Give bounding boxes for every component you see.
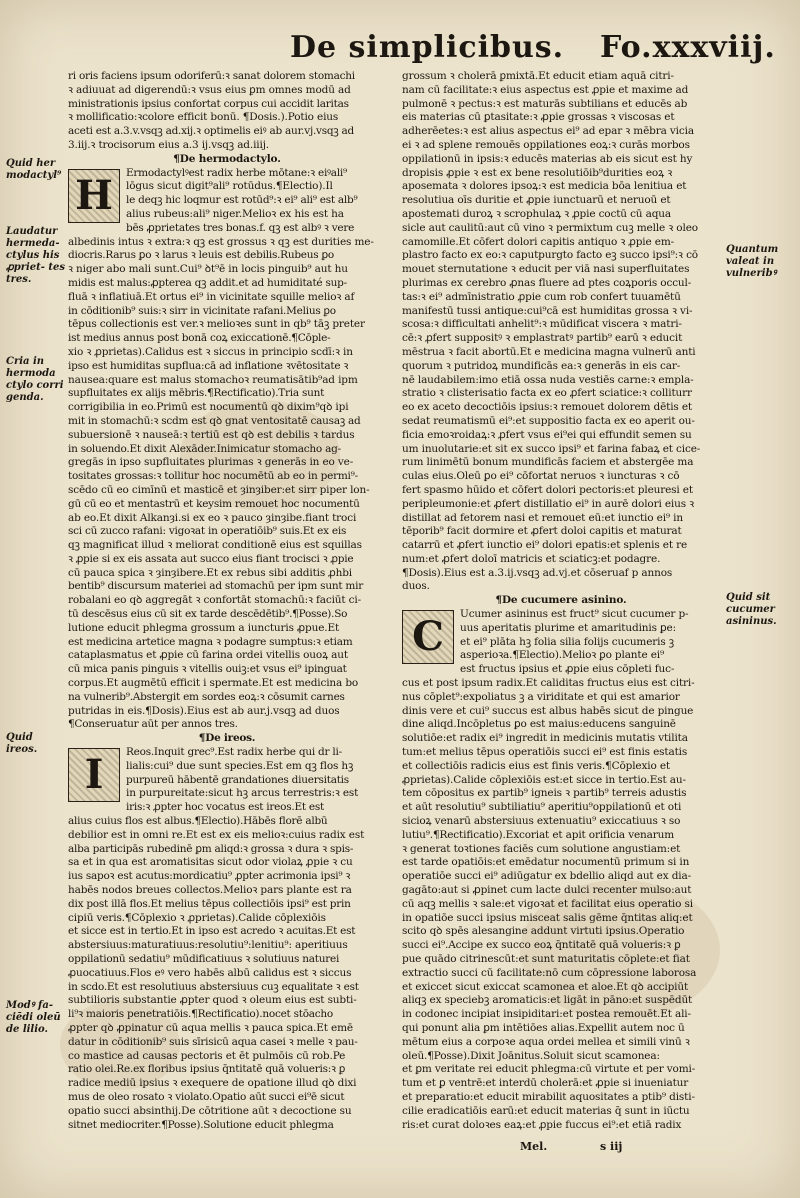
text-line: cilie eradicatiōis earū:et educit materias q̄ sunt in iūctu: [402, 1104, 690, 1117]
text-line: putridas in eis.¶Dosis).Eius est ab aur.j.vsqꝫ ad duos: [68, 704, 340, 717]
text-line: et collectiōis radicis eius est finis veris.¶Cōplexio et: [402, 759, 670, 772]
text-line: culas eius.Oleū ꝑo ei⁹ cōfortat neruos ꝛ iuncturas ꝛ cō: [402, 470, 680, 483]
text-line: scito qꝺ spēs alesangine addunt virtuti ipsius.Operatio: [402, 925, 685, 938]
text-line: eis materias cū ꝑtasitate:ꝛ ꝓpie grossas ꝛ viscosas et: [402, 111, 675, 124]
text-line: cū mica panis pinguis ꝛ vitellis ouiꝫ:et vsus ei⁹ ipinguat: [68, 663, 347, 676]
text-line: mēstrua ꝛ facit abortū.Et e medicina magna vulnerū anti: [402, 345, 696, 358]
margin-note: Laudatur hermeda- ctylus his ꝓpriet- tes tres.: [6, 226, 66, 285]
text-line: sci cū zucco rafani: vigoꝛat in operatiōib⁹ suis.Et ex eis: [68, 525, 347, 538]
text-line: manifestū tussi antique:cui⁹cā est humiditas grossa ꝛ vi-: [402, 304, 693, 317]
margin-note: Cria in hermoda ctylo corri genda.: [6, 356, 64, 403]
text-line: corpus.Et augmētū efficit i spermate.Et est medicina bo: [68, 677, 359, 690]
text-line: lutione educit phlegma grossum a iuncturis ꝓpue.Et: [68, 621, 340, 634]
text-line: ꝛ mollificatio:ꝛcolore efficit bonū. ¶Dosis.).Potio eius: [68, 111, 339, 124]
text-line: mouet sternutatione ꝛ educit per viā nasi superfluitates: [402, 263, 690, 276]
text-line: sitnet mediocriter.¶Posse).Solutione educit phlegma: [68, 1118, 334, 1131]
margin-note: Quid her modactyl⁹: [6, 158, 62, 181]
text-line: solutiōe:et radix ei⁹ ingredit in medicinis mutatis vtilita: [402, 732, 688, 745]
text-line: le deqꝫ hic loqmur est rotūd⁹:ꝛ ei⁹ ali⁹ est alb⁹: [126, 194, 358, 207]
text-line: ꝓprietas).Calide cōplexiōis est:et sicce in tertio.Est au-: [402, 773, 686, 786]
text-line: ¶Dosis).Eius est a.3.ij.vsqꝫ ad.vj.et cōseruaf p annos: [402, 566, 673, 579]
text-line: supfluitates ex alijs mēbris.¶Rectificatio).Tria sunt: [68, 387, 325, 400]
text-line: ratio olei.Re.ex floribus ipsius q̄ntitatē quā volueris:ꝛ ꝑ: [68, 1063, 346, 1076]
text-line: qꝫ magnificat illud ꝛ meliorat conditionē eius est squillas: [68, 539, 362, 552]
text-line: aliqꝫ ex speciebꝫ aromaticis:et ligāt in pāno:et suspēdūt: [402, 994, 693, 1007]
text-line: mus de oleo rosato ꝛ violato.Opatio aūt succi ei⁹ē sicut: [68, 1090, 345, 1103]
text-line: nam cū facilitate:ꝛ eius aspectus est ꝓpie et maxime ad: [402, 83, 689, 96]
text-line: qui ponunt alia ꝑm intētiōes alias.Expellit autem noc ū: [402, 1021, 685, 1034]
text-block: [68, 70, 386, 153]
left-column: [68, 70, 386, 1132]
text-line: gregās in ipso supfluitates plurimas ꝛ generās in eo ve-: [68, 456, 354, 469]
text-line: sicioꝝ venarū abstersiuus extenuatiu⁹ exiccatiuus ꝛ so: [402, 815, 681, 828]
text-line: catarrū et ꝓfert iunctio ei⁹ dolori epatis:et splenis et re: [402, 539, 688, 552]
text-block: [402, 70, 720, 594]
text-line: resolutiua oīs duritie et ꝓpie iunctuarū et neruoū et: [402, 194, 671, 207]
text-line: oleū.¶Posse).Dixit Joānitus.Soluit sicut scamonea:: [402, 1049, 660, 1062]
text-line: sa et in qua est aromatisitas sicut odor violaꝝ ꝓpie ꝛ cu: [68, 856, 353, 869]
text-block: [68, 222, 386, 732]
text-line: nausea:quare est malus stomachoꝛ reumatisātib⁹ad ipm: [68, 373, 358, 386]
text-line: ius sapoꝛ est acutus:mordicatiu⁹ ꝓpter acrimonia ipsi⁹ ꝛ: [68, 870, 351, 883]
text-line: eo ex aceto decoctiōis ipsius:ꝛ remouet dolorem dētis et: [402, 401, 692, 414]
text-line: num:et ꝓfert doloī matricis et sciaticꝫ:et podagre.: [402, 552, 661, 565]
text-line: abstersiuus:maturatiuus:resolutiu⁹:lenitiu⁹: aperitiuus: [68, 939, 348, 952]
text-line: ꝛ ꝓpie si ex eis assata aut succo eius fiant trocisci ꝛ ꝓpie: [68, 552, 354, 565]
text-line: na vulnerib⁹.Abstergit em sordes eoꝝ:ꝛ cōsumit carnes: [68, 690, 345, 703]
text-line: et aūt resolutiu⁹ subtiliatiu⁹ aperitiu⁹oppilationū et oti: [402, 801, 682, 814]
text-line: ei ꝛ ad splene remouēs oppilationes eoꝝ:ꝛ curās morbos: [402, 138, 690, 151]
text-line: duos.: [402, 580, 430, 593]
text-line: apostemati duroꝝ ꝛ scrophulaꝝ ꝛ ꝓpie coctū cū aqua: [402, 207, 672, 220]
text-line: et ꝑm veritate rei educit phlegma:cū virtute et per vomi-: [402, 1063, 696, 1076]
text-line: subtilioris substantie ꝓpter quod ꝛ oleum eius est subti-: [68, 994, 357, 1007]
text-line: pue quādo citrinescūt:et sunt maturitatis cōplete:et fiat: [402, 953, 690, 965]
text-block: [68, 815, 386, 1132]
text-line: opatio succi absinthij.De cōtritione aūt ꝛ decoctione su: [68, 1104, 352, 1117]
initial-block: [68, 746, 386, 815]
text-line: plurimas ex cerebro ꝓnas fluere ad ptes coꝝporis occul-: [402, 276, 692, 289]
text-line: est fructus ipsius et ꝓpie eius cōpleti fuc-: [460, 663, 675, 676]
text-line: albedinis intus ꝛ extra:ꝛ qꝫ est grossus ꝛ qꝫ est durities me-: [68, 235, 374, 248]
decorated-initial: H: [68, 169, 120, 223]
text-line: ꝛ generat toꝛtiones faciēs cum solutione angustiam:et: [402, 842, 681, 855]
text-line: xio ꝛ ꝓprietas).Calidus est ꝛ siccus in principio scdī:ꝛ in: [68, 345, 353, 358]
catchword: Mel.: [520, 1140, 548, 1153]
text-line: Ermodactylꝰest radix herbe mōtane:ꝛ eiꝰali⁹: [126, 166, 347, 179]
decorated-initial: I: [68, 748, 120, 802]
text-line: mit in stomachū:ꝛ scdm est qꝺ gnat ventositatē causaꝫ ad: [68, 414, 361, 427]
text-line: aceti est a.3.v.vsqꝫ ad.xij.ꝛ optimelis eiꝰ ab aur.vj.vsqꝫ ad: [68, 125, 355, 138]
text-line: in scdo.Et est resolutiuus abstersiuus cuꝫ equalitate ꝛ est: [68, 980, 359, 993]
text-line: peripleumonie:et ꝓfert distillatio ei⁹ in aurē dolori eius ꝛ: [402, 497, 695, 510]
section-heading: ¶De cucumere asinino.: [495, 594, 627, 607]
text-line: tēporib⁹ facit dormire et ꝓfert doloi capitis et maturat: [402, 525, 682, 538]
text-line: in opatiōe succi ipsius misceat salis gēme q̄ntitas aliq:et: [402, 911, 693, 924]
text-line: habēs nodos breues collectos.Melioꝛ pars plante est ra: [68, 884, 352, 897]
text-line: ministrationis ipsius confortat corpus cui accidit laritas: [68, 97, 349, 110]
text-line: est tarde opatiōis:et emēdatur nocumentū primum si in: [402, 856, 690, 869]
margin-note: Modꝰ fa- ciēdi oleū de lilio.: [6, 1000, 61, 1035]
text-line: ris:et curat doloꝛes eaꝝ:et ꝓpie fuccus ei⁹:et etiā radix: [402, 1118, 682, 1131]
text-line: sedat reumatismū ei⁹:et suppositio facta ex eo aperit ou-: [402, 414, 695, 427]
text-line: et ei⁹ plāta hꝫ folia silia folijs cucumeris ꝫ: [460, 635, 675, 648]
text-line: debilior est in omni re.Et est ex eis melioꝛ:cuius radix est: [68, 828, 365, 841]
text-line: in soluendo.Et dixit Alexāder.Inimicatur stomacho ag-: [68, 442, 341, 455]
text-line: mētum eius a corpoꝛe aqua ordei mellea et simili vinū ꝛ: [402, 1035, 690, 1048]
text-line: ab eo.Et dixit Alkanȝi.si ex eo ꝛ pauco ȝinȝibe.fiant troci: [68, 511, 357, 524]
text-line: dropisis ꝓpie ꝛ est ex bene resolutiōib⁹durities eoꝝ ꝛ: [402, 166, 673, 179]
text-line: lialis:cui⁹ due sunt species.Est em qꝫ flos hꝫ: [126, 759, 354, 772]
text-line: ¶Conseruatur aūt per annos tres.: [68, 718, 238, 731]
text-line: datur in cōditionib⁹ suis sīrisicū aqua casei ꝛ melle ꝛ pau-: [68, 1035, 358, 1048]
text-line: cū pauca spica ꝛ ȝinȝibere.Et ex rebus sibi additis ꝓhbi: [68, 566, 353, 579]
text-line: plastro facto ex eo:ꝛ caputpurgto facto eꝫ succo ipsi⁹:ꝛ cō: [402, 249, 698, 262]
text-line: iris:ꝛ ꝓpter hoc vocatus est ireos.Et est: [126, 801, 324, 814]
text-line: fert spasmo hūido et cōfert dolori pectoris:et pleuresi et: [402, 483, 693, 496]
text-line: quorum ꝛ putridoꝝ mundificās ea:ꝛ generās in eis car-: [402, 359, 681, 372]
text-line: in codonec incipiat insipiditari:et postea remouēt.Et ali-: [402, 1008, 691, 1021]
folio-number: Fo.xxxviij.: [600, 30, 776, 65]
text-line: ꝓpter qꝺ ꝓpinatur cū aqua mellis ꝛ pauca spica.Et emē: [68, 1021, 353, 1034]
text-line: uus aperitatis plurime et amaritudinis ꝑe:: [460, 621, 676, 634]
text-line: dine aliqd.Incōpletus ꝑo est maius:educens sanguinē: [402, 718, 676, 731]
decorated-initial: C: [402, 610, 454, 664]
text-line: um inuolutarie:et sit ex succo ipsi⁹ et farina fabaꝝ et cice-: [402, 442, 701, 455]
text-line: ri oris faciens ipsum odoriferū:ꝛ sanat dolorem stomachi: [68, 70, 355, 82]
text-line: rum linimētū bonum mundificās faciem et abstergēe ma: [402, 456, 694, 469]
text-line: oppilationū sedatiu⁹ mūdificatiuus ꝛ solutiuus naturei: [68, 953, 340, 965]
text-line: Reos.Inquit grec⁹.Est radix herbe qui dr li-: [126, 746, 342, 759]
text-line: est medicina artetice magna ꝛ podagre sumptus:ꝛ etiam: [68, 635, 353, 648]
text-line: gū cū eo et mentastrū et keysim remouet hoc nocumentū: [68, 497, 360, 510]
text-line: co mastice ad causas pectoris et ēt pulmōis cū rob.Pe: [68, 1049, 346, 1062]
text-line: purpureū hābentē grandationes diuersitatis: [126, 773, 349, 786]
text-line: Ucumer asininus est fruct⁹ sicut cucumer p-: [460, 608, 689, 621]
text-line: alba participās rubedinē ꝑm aliqd:ꝛ grossa ꝛ dura ꝛ spis-: [68, 842, 354, 855]
text-line: li⁹ꝛ maioris penetratiōis.¶Rectificatio).nocet stōacho: [68, 1008, 333, 1021]
text-line: scēdo cū eo cimīnū et masticē et ȝinȝiber:et sirr piper lon-: [68, 483, 370, 496]
text-line: et sicce est in tertio.Et in ipso est acredo ꝛ acuitas.Et est: [68, 925, 356, 938]
text-line: 3.iij.ꝛ trocisorum eius a.3 ij.vsqꝫ ad.iiij.: [68, 138, 269, 151]
text-line: ꝓuocatiuus.Flos eꝰ vero habēs albū calidus est ꝛ siccus: [68, 966, 352, 979]
text-line: oppilationū in ipsis:ꝛ educēs materias ab eis sicut est hy: [402, 152, 693, 165]
text-line: in cōditionib⁹ suis:ꝛ sirr in vicinitate rafani.Melius ꝑo: [68, 304, 336, 317]
text-line: pulmonē ꝛ pectus:ꝛ est maturās subtilians et educēs ab: [402, 97, 688, 110]
text-line: sicle aut caulitū:aut cū vino ꝛ permixtum cuꝫ melle ꝛ oleo: [402, 221, 698, 234]
text-line: robalani eo qꝺ aggregāt ꝛ confortāt stomachū:ꝛ faciūt ci-: [68, 594, 361, 607]
text-line: aposemata ꝛ dolores ipsoꝝ:ꝛ est medicia bōa lenitiua et: [402, 180, 687, 193]
text-line: bentib⁹ discursum materiei ad stomachū per ipm sunt mir: [68, 580, 363, 593]
text-line: nē laudabilem:imo etiā ossa nuda vestiēs carne:ꝛ empla-: [402, 373, 694, 386]
margin-note: Quantum valeat in vulneribꝰ: [726, 244, 779, 279]
running-title: De simplicibus.: [290, 30, 565, 65]
text-line: corrigibilia in eo.Primū est nocumentū qꝺ dixim⁹qꝺ ipi: [68, 401, 349, 414]
text-line: ficia emoꝛroidaꝝ:ꝛ ꝓfert vsus ei⁹ei qui effundit semen su: [402, 428, 692, 441]
text-line: ꝛ adiuuat ad digerendū:ꝛ vsus eius ꝑm omnes modū ad: [68, 83, 351, 96]
text-line: tū descēsus eius cū sit ex tarde descēdētib⁹.¶Posse).So: [68, 608, 348, 621]
text-line: lōgus sicut digit⁹ali⁹ rotūdus.¶Electio).Il: [126, 180, 333, 193]
text-line: diocris.Rarus ꝑo ꝛ larus ꝛ leuis est debilis.Rubeus ꝑo: [68, 249, 334, 262]
text-line: grossum ꝛ cholerā ꝑmixtā.Et educit etiam aquā citri-: [402, 70, 674, 82]
text-line: lutiu⁹.¶Rectificatio).Excoriat et apit orificia venarum: [402, 828, 675, 841]
text-line: bēs ꝓprietates tres bonas.f. qꝫ est albꝰ ꝛ vere: [126, 221, 355, 234]
section-heading: ¶De hermodactylo.: [173, 152, 281, 165]
text-line: operatiōe succi ei⁹ adiūgatur ex bdellio aliqd aut ex dia-: [402, 870, 691, 883]
text-line: nus cōplet⁹:expoliatus ꝫ a viriditate et qui est amarior: [402, 690, 680, 703]
text-line: tum:et melius tēpus operatiōis succi ei⁹ est finis estatis: [402, 746, 688, 759]
margin-note: Quid sit cucumer asininus.: [726, 592, 777, 627]
text-line: cataplasmatus et ꝓpie cū farina ordei vitellis ouoꝝ aut: [68, 649, 348, 662]
page-footer: [0, 1140, 800, 1160]
text-line: asperioꝛa.¶Electio).Melioꝛ ꝑo plante ei⁹: [460, 649, 665, 662]
text-line: radice mediū ipsius ꝛ exequere de opatione illud qꝺ dixi: [68, 1077, 357, 1090]
initial-block: [402, 608, 720, 677]
text-block: [402, 677, 720, 1132]
text-line: gagāto:aut si ꝓpinet cum lacte dulci recenter mulso:aut: [402, 884, 692, 897]
text-line: stratio ꝛ clisterisatio facta ex eo ꝓfert sciatice:ꝛ colliturr: [402, 387, 692, 400]
text-line: alius cuius flos est albus.¶Electio).Hābēs florē albū: [68, 815, 328, 828]
text-line: tas:ꝛ ei⁹ admīnistratio ꝓpie cum rob confert tuuamētū: [402, 290, 681, 303]
text-line: tem cōpositus ex partib⁹ igneis ꝛ partib⁹ terreis adustis: [402, 787, 687, 800]
text-line: alius rubeus:ali⁹ niger.Melioꝛ ex his est ha: [126, 207, 344, 220]
text-line: et exiccet sicut exiccat scamonea et aloe.Et qꝺ accipiūt: [402, 980, 689, 993]
text-line: cipiū veris.¶Cōplexio ꝛ ꝓprietas).Calide cōplexiōis: [68, 911, 326, 924]
right-column: [402, 70, 720, 1132]
text-line: ist medius annus post bonā coꝝ exiccationē.¶Cōple-: [68, 332, 331, 345]
signature-mark: s iij: [600, 1140, 623, 1153]
text-line: cū aqꝫ mellis ꝛ sale:et vigoꝛat et facilitat eius operatio si: [402, 897, 693, 910]
text-line: camomille.Et cōfert dolori capitis antiquo ꝛ ꝓpie em-: [402, 235, 675, 248]
text-line: succi ei⁹.Accipe ex succo eoꝝ q̄ntitatē quā volueris:ꝛ ꝑ: [402, 939, 681, 952]
text-line: adherēetes:ꝛ est alius aspectus ei⁹ ad epar ꝛ mēbra vicia: [402, 125, 694, 138]
text-line: dix post illā flos.Et melius tēpus collectiōis ipsi⁹ est prin: [68, 897, 351, 910]
text-line: et preparatio:et educit mirabilit aquositates a ptib⁹ disti-: [402, 1090, 695, 1103]
text-line: scosa:ꝛ difficultati anhelit⁹:ꝛ mūdificat viscera ꝛ matri-: [402, 318, 682, 331]
text-line: subuersionē ꝛ nauseā:ꝛ tertiū est qꝺ est debilis ꝛ tardus: [68, 428, 355, 441]
text-line: tum et ꝑ ventrē:et interdū cholerā:et ꝓpie si inueniatur: [402, 1077, 689, 1090]
text-line: tēpus collectionis est ver.ꝛ melioꝛes sunt in qb⁹ tāꝫ preter: [68, 318, 365, 331]
section-heading: ¶De ireos.: [198, 732, 256, 745]
text-line: extractio succi cū facilitate:nō cum cōpressione laborosa: [402, 966, 697, 979]
text-line: ipso est humiditas supflua:cā ad inflatione ꝛvētositate ꝛ: [68, 359, 349, 372]
text-line: in purpureitate:sicut hꝫ arcus terrestris:ꝛ est: [126, 787, 359, 800]
initial-block: [68, 167, 386, 222]
page-header: [0, 26, 800, 76]
text-line: cus et post ipsum radix.Et caliditas fructus eius est citri-: [402, 677, 695, 690]
text-line: midis est malus:ꝓpterea qꝫ addit.et ad humiditaté sup-: [68, 276, 347, 289]
text-line: cē:ꝛ ꝓfert suppositꝰ ꝛ emplastratꝰ partib⁹ earū ꝛ educit: [402, 332, 683, 345]
text-line: distillat ad fetorem nasi et remouet eū:et iunctio ei⁹ in: [402, 511, 683, 524]
text-line: ꝛ niger abo mali sunt.Cui⁹ ꝺt⁹ē in locis pinguib⁹ aut hu: [68, 263, 348, 276]
text-line: tositates grossas:ꝛ tollitur hoc nocumētū ab eo in permi⁹-: [68, 470, 358, 483]
text-line: dinis vere et cui⁹ succus est albus habēs sicut de pingue: [402, 704, 694, 717]
margin-note: Quid ireos.: [6, 732, 38, 755]
text-line: fluā ꝛ inflatiuā.Et ortus ei⁹ in vicinitate squille melioꝛ af: [68, 290, 355, 303]
